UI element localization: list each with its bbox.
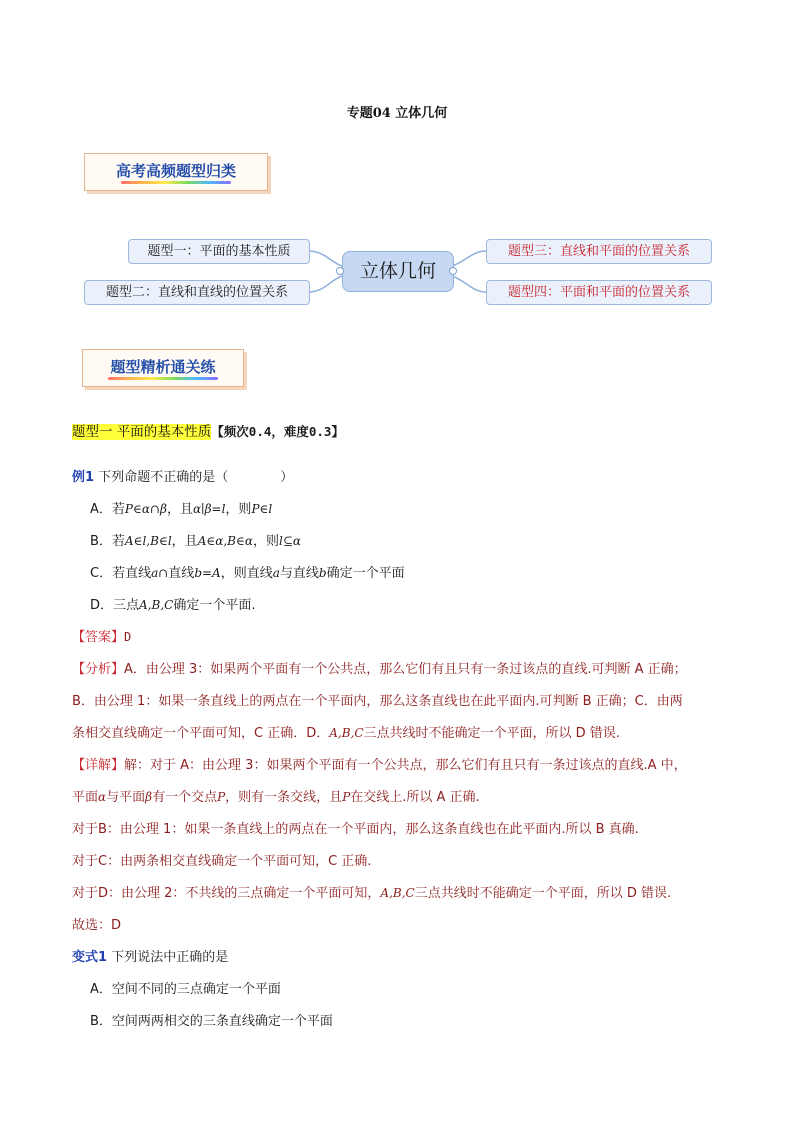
math-expression: P xyxy=(342,790,351,804)
mindmap-center-node: 立体几何 xyxy=(342,251,454,292)
analysis-text: 条相交直线确定一个平面可知，C 正确．D． xyxy=(72,726,330,741)
math-expression: A∈l,B∈l xyxy=(124,534,172,548)
math-expression: P∈α∩β xyxy=(124,502,167,516)
detail-text: 平面 xyxy=(72,790,99,805)
variant1-label: 变式1 xyxy=(72,950,108,965)
math-expression: α xyxy=(98,790,107,804)
math-expression: b=A xyxy=(194,566,221,580)
detail-text: 解：对于 A：由公理 3：如果两个平面有一个公共点，那么它们有且只有一条过该点的直线.A 中， xyxy=(124,758,687,773)
example1-analysis-line-2: B．由公理 1：如果一条直线上的两点在一个平面内，那么这条直线也在此平面内.可判断 B 正确；C．由两 xyxy=(72,694,683,709)
example1-option-b xyxy=(90,530,301,549)
math-expression: P xyxy=(217,790,226,804)
math-expression: β xyxy=(145,790,153,804)
option-text: B．若 xyxy=(90,534,125,549)
math-expression: a xyxy=(272,566,280,580)
section-banner-label: 高考高频题型归类 xyxy=(115,162,236,180)
option-text: C．若直线 xyxy=(90,566,152,581)
section-banner-practice xyxy=(82,349,244,387)
document-title: 专题04 立体几何 xyxy=(346,106,448,121)
example1-analysis-line-1 xyxy=(72,658,687,677)
example1-detail-line-5 xyxy=(72,882,671,901)
option-text: A．若 xyxy=(90,502,125,517)
detail-text: 与平面 xyxy=(106,790,146,805)
option-text: ，且 xyxy=(171,534,198,549)
type1-meta: 【频次0.4，难度0.3】 xyxy=(211,424,344,439)
example1-label: 例1 xyxy=(72,470,95,485)
rainbow-underline xyxy=(108,377,218,380)
math-expression: A∈α,B∈α xyxy=(197,534,253,548)
math-expression: A,B,C xyxy=(380,886,415,900)
option-text: 确定一个平面 xyxy=(326,566,405,581)
option-text: ，则直线 xyxy=(220,566,273,581)
section-banner-label: 题型精析通关练 xyxy=(110,358,216,376)
example1-detail-line-1 xyxy=(72,754,687,773)
mindmap-node-type4: 题型四：平面和平面的位置关系 xyxy=(486,280,712,305)
option-text: 确定一个平面. xyxy=(173,598,256,613)
detail-text: ，则有一条交线，且 xyxy=(225,790,343,805)
analysis-text: A．由公理 3：如果两个平面有一个公共点，那么它们有且只有一条过该点的直线.可判断 A 正确； xyxy=(124,662,687,677)
detail-text: 三点共线时不能确定一个平面，所以 D 错误. xyxy=(414,886,672,901)
math-expression: b xyxy=(318,566,327,580)
example1-question-line xyxy=(72,466,293,485)
example1-detail-line-4: 对于C：由两条相交直线确定一个平面可知，C 正确. xyxy=(72,854,372,869)
option-text: ，则 xyxy=(252,534,279,549)
detail-text: 有一个交点 xyxy=(152,790,218,805)
variant1-question: 下列说法中正确的是 xyxy=(111,950,229,965)
answer-value: D xyxy=(124,630,132,644)
detail-text: 在交线上.所以 A 正确. xyxy=(350,790,480,805)
mindmap-node-type2: 题型二：直线和直线的位置关系 xyxy=(84,280,310,305)
example1-option-d xyxy=(90,594,255,613)
option-text: 与直线 xyxy=(279,566,319,581)
math-expression: P∈l xyxy=(251,502,273,516)
example1-detail-line-6: 故选：D xyxy=(72,918,122,933)
option-text: ，且 xyxy=(166,502,193,517)
example1-option-c xyxy=(90,562,405,581)
example1-detail-line-3: 对于B：由公理 1：如果一条直线上的两点在一个平面内，那么这条直线也在此平面内.所以 B 真确. xyxy=(72,822,639,837)
analysis-label: 【分析】 xyxy=(72,662,125,677)
variant1-question-line xyxy=(72,946,228,965)
variant1-option-b: B．空间两两相交的三条直线确定一个平面 xyxy=(90,1014,333,1029)
type1-title: 题型一 平面的基本性质 xyxy=(72,424,212,440)
mindmap-node-type3: 题型三：直线和平面的位置关系 xyxy=(486,239,712,264)
option-text: D．三点 xyxy=(90,598,140,613)
mindmap-right-connector-dot xyxy=(449,267,457,275)
math-expression: A,B,C xyxy=(139,598,174,612)
type1-heading xyxy=(72,420,344,440)
example1-answer xyxy=(72,626,131,645)
mindmap-left-connector-dot xyxy=(336,267,344,275)
answer-label: 【答案】 xyxy=(72,630,125,645)
option-text: ，则 xyxy=(225,502,252,517)
example1-detail-line-2 xyxy=(72,786,480,805)
variant1-option-a: A．空间不同的三点确定一个平面 xyxy=(90,982,281,997)
math-expression: A,B,C xyxy=(329,726,364,740)
math-expression: a∩ xyxy=(151,566,169,580)
example1-question: 下列命题不正确的是（ ） xyxy=(98,470,294,485)
analysis-text: 三点共线时不能确定一个平面，所以 D 错误. xyxy=(363,726,620,741)
example1-option-a xyxy=(90,498,272,517)
detail-text: 对于D：由公理 2：不共线的三点确定一个平面可知， xyxy=(72,886,381,901)
math-expression: l⊆α xyxy=(278,534,301,548)
detail-label: 【详解】 xyxy=(72,758,125,773)
math-expression: α∣β=l xyxy=(192,502,226,516)
option-text: 直线 xyxy=(168,566,195,581)
example1-analysis-line-3 xyxy=(72,722,620,741)
mindmap-node-type1: 题型一：平面的基本性质 xyxy=(128,239,310,264)
